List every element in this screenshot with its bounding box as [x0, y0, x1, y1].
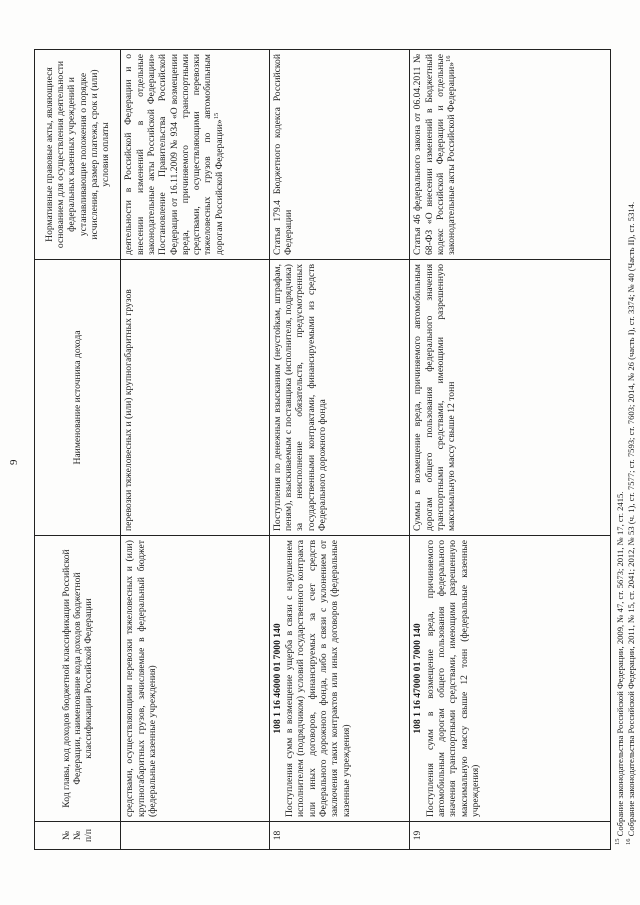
row-kbk-cell	[410, 536, 611, 822]
footnote-ref: 16	[445, 55, 453, 62]
row-acts: Статья 46 федерального закона от 06.04.2011 № 68-ФЗ «О внесении изменений в Бюджетный кодекс Российской Федерации и отдельные законодательные акты Российской Федерации»	[412, 54, 458, 255]
row-kbk-cell	[269, 536, 409, 822]
footnote-mark: 16	[625, 838, 633, 845]
header-number: № № п/п	[35, 822, 121, 850]
row-kbk-code: 108 1 16 47000 01 7000 140	[412, 623, 424, 734]
header-kbk: Код главы, код доходов бюджетной классификации Российской Федерации, наименование кода доходов бюджетной классификации Российской Федерации	[35, 536, 121, 822]
footnote-mark: 15	[614, 838, 622, 845]
row-acts: деятельности в Российской Федерации и о внесении изменений в отдельные законодательные акты Российской Федерации» Постановление Правительства Российской Федерации от 16.11.2009 № 934 «О возмещении вреда, причиняемого транспортными средствами, осуществляющими перевозки тяжеловесных грузов по автомобильным дорогам Российской Федерации»	[123, 54, 225, 255]
footnote-text: Собрание законодательства Российской Федерации, 2011, № 15, ст. 2041; 2012, № 53 (ч. 1), ст. 7577; ст. 7593; ст. 7603; 2014, № 26 (часть I), ст. 3374; № 40 (Часть II), ст. 5314.	[626, 201, 636, 837]
table-row	[410, 50, 611, 850]
row-kbk-cell	[121, 536, 270, 822]
row-kbk-name: Поступления сумм в возмещение вреда, причиняемого автомобильным дорогам общего пользования федерального значения транспортными средствами, имеющими разрешенную максимальную массу свыше 12 тонн (федеральные казенные учреждения)	[424, 540, 481, 817]
row-acts: Статья 179.4 Бюджетного кодекса Российской Федерации	[271, 54, 295, 255]
footnote-16	[626, 202, 636, 845]
table-row	[121, 50, 270, 850]
row-source: перевозки тяжеловесных и (или) крупногабаритных грузов	[121, 260, 270, 536]
row-number: 19	[410, 822, 611, 850]
row-kbk-name: Поступления сумм в возмещение ущерба в связи с нарушением исполнителем (подрядчиком) условий государственного контракта или иных договоров, финансируемых за счет средств Федерального дорожного фонда, либо в связи с уклонением от заключения таких контрактов или иных договоров (федеральные казенные учреждения)	[284, 540, 352, 817]
page-number: 9	[8, 459, 20, 465]
row-acts-cell	[410, 50, 611, 260]
table-row	[269, 50, 409, 850]
row-acts-cell	[269, 50, 409, 260]
row-kbk-name: средствами, осуществляющими перевозки тяжеловесных и (или) крупногабаритных грузов, зачисляемые в федеральный бюджет (федеральные казенные учреждения)	[124, 540, 158, 817]
header-acts: Нормативные правовые акты, являющиеся основанием для осуществления деятельности федеральных казенных учреждений и устанавливающие положения о порядке исчисления, размер платежа, срок и (или) условия оплаты	[35, 50, 121, 260]
table-header-row	[35, 50, 121, 850]
row-number	[121, 822, 270, 850]
header-source: Наименование источника дохода	[35, 260, 121, 536]
footnote-15	[615, 492, 625, 845]
revenue-sources-table	[34, 49, 611, 850]
row-acts-cell	[121, 50, 270, 260]
row-source: Суммы в возмещение вреда, причиняемого автомобильным дорогам общего пользования федерального значения транспортными средствами, имеющими разрешенную максимальную массу свыше 12 тонн	[410, 260, 611, 536]
row-source: Поступления по денежным взысканиям (неустойкам, штрафам, пеням), взыскиваемым с поставщика (исполнителя, подрядчика) за неисполнение обязательств, предусмотренных государственными контрактами, финансируемыми из средств Федерального дорожного фонда	[269, 260, 409, 536]
row-number: 18	[269, 822, 409, 850]
footnote-ref: 15	[212, 112, 220, 120]
footnote-text: Собрание законодательства Российской Федерации, 2009, № 47, ст. 5673; 2011, № 17, ст. 2415.	[615, 491, 625, 837]
row-kbk-code: 108 1 16 46000 01 7000 140	[271, 623, 283, 734]
